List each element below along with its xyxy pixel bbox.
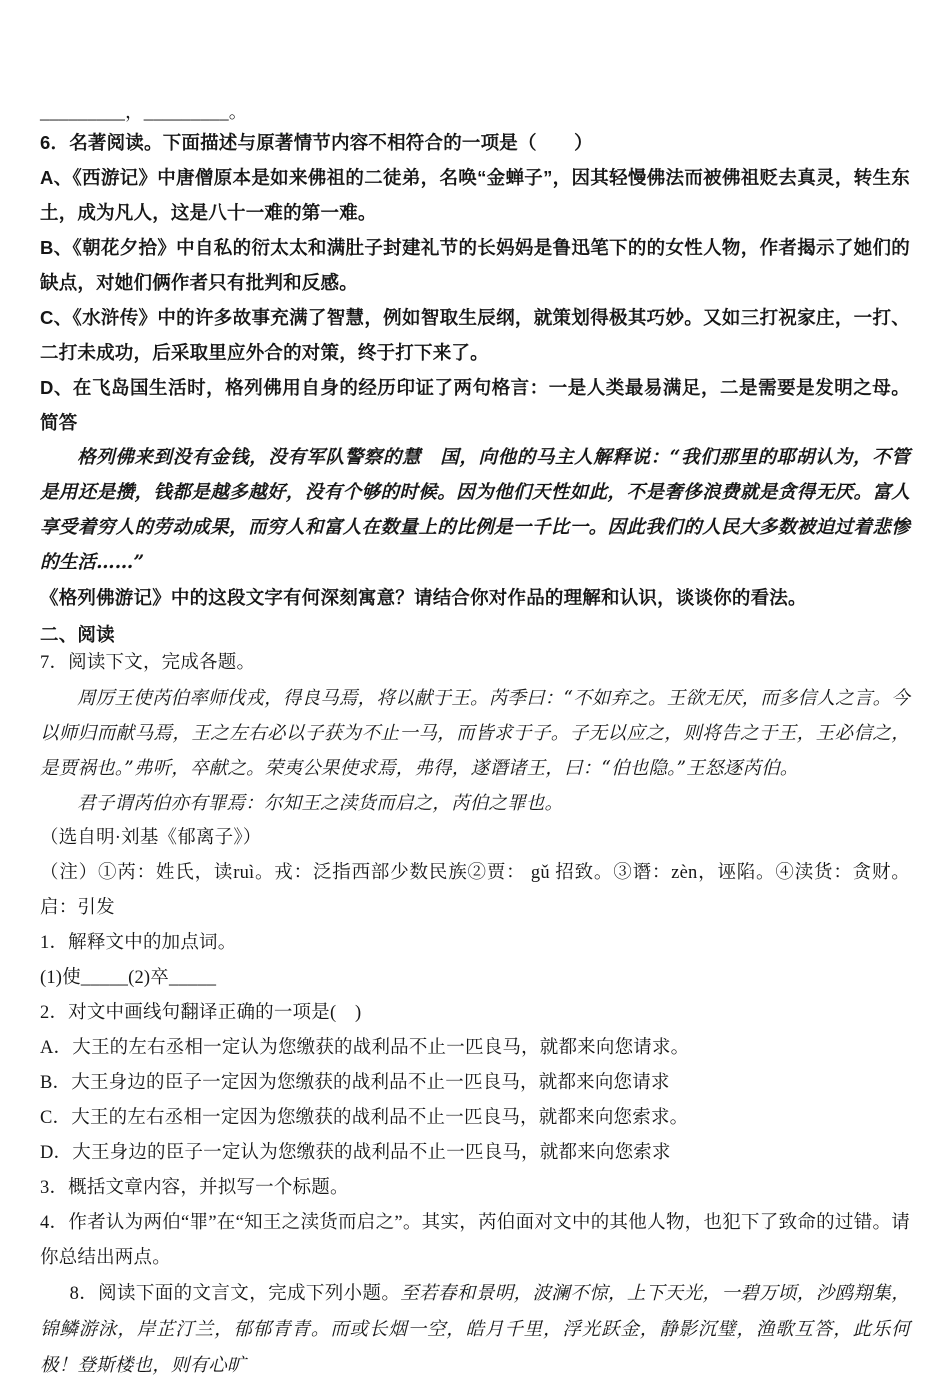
q7-sub1-blanks: (1)使_____(2)卒_____ [40,968,217,988]
q8-paragraph [40,1276,910,1384]
q7-sub4: 4．作者认为两伯“罪”在“知王之渎货而启之”。其实，芮伯面对文中的其他人物，也犯下了致命的过错。请你总结出两点。 [40,1213,910,1268]
q6-option-c: C、《水浒传》中的许多故事充满了智慧，例如智取生辰纲，就策划得极其巧妙。又如三打祝家庄，一打、二打未成功，后采取里应外合的对策，终于打下来了。 [40,307,910,363]
q6-option-d: D、在飞岛国生活时，格列佛用自身的经历印证了两句格言：一是人类最易满足，二是需要是发明之母。简答 [40,377,910,433]
q6-quote-passage: 格列佛来到没有金钱，没有军队警察的慧 国，向他的马主人解释说：“我们那里的耶胡认为，不管是用还是攒，钱都是越多越好，没有个够的时候。因为他们天性如此，不是奢侈浪费就是贪得无厌。富人享受着穷人的劳动成果，而穷人和富人在数量上的比例是一千比一。因此我们的人民大多数被迫过着悲惨的生活……” [40,447,910,573]
q8-passage: 至若春和景明，波澜不惊，上下天光，一碧万顷，沙鸥翔集，锦鳞游泳，岸芷汀兰，郁郁青青。而或长烟一空，皓月千里，浮光跃金，静影沉璧，渔歌互答，此乐何极！登斯楼也，则有心旷 [40,1283,910,1376]
q7-notes: （注）①芮：姓氏，读ruì。戎：泛指西部少数民族②贾： gǔ 招致。③谮：zèn，诬陷。④渎货：贪财。启：引发 [40,863,910,918]
q7-sub2-option-b: B．大王身边的臣子一定因为您缴获的战利品不止一匹良马，就都来向您请求 [40,1073,670,1093]
q6-question: 《格列佛游记》中的这段文字有何深刻寓意？请结合你对作品的理解和认识，谈谈你的看法。 [40,587,807,608]
q8-lead: 8．阅读下面的文言文，完成下列小题。 [69,1284,401,1304]
q6-stem: 6．名著阅读。下面描述与原著情节内容不相符合的一项是（ ） [40,132,593,153]
q7-sub2-option-a: A．大王的左右丞相一定认为您缴获的战利品不止一匹良马，就都来向您请求。 [40,1038,690,1058]
q7-sub3: 3．概括文章内容，并拟写一个标题。 [40,1178,349,1198]
q7-sub2: 2．对文中画线句翻译正确的一项是( ) [40,1003,362,1023]
section-heading-reading: 二、阅读 [40,624,115,645]
q7-passage-2: 君子谓芮伯亦有罪焉：尔知王之渎货而启之，芮伯之罪也。 [77,793,564,814]
q7-passage-1: 周厉王使芮伯率师伐戎，得良马焉，将以献于王。芮季曰：“不如弃之。王欲无厌，而多信人之言。今以师归而献马焉，王之左右必以子获为不止一马，而皆求于子。子无以应之，则将告之于王，王必信之，是贾祸也。”弗听，卒献之。荣夷公果使求焉，弗得，遂谮诸王，曰：“伯也隐。”王怒逐芮伯。 [40,688,910,779]
q7-source: （选自明·刘基《郁离子》） [40,828,262,848]
q6-option-a: A、《西游记》中唐僧原本是如来佛祖的二徒弟，名唤“金蝉子”，因其轻慢佛法而被佛祖贬去真灵，转生东土，成为凡人，这是八十一难的第一难。 [40,167,910,223]
fill-blank-line: _________，_________。 [40,103,248,123]
q7-sub2-option-d: D．大王身边的臣子一定认为您缴获的战利品不止一匹良马，就都来向您索求 [40,1143,671,1163]
q7-sub1: 1．解释文中的加点词。 [40,933,237,953]
q7-stem: 7．阅读下文，完成各题。 [40,653,256,673]
q7-sub2-option-c: C．大王的左右丞相一定因为您缴获的战利品不止一匹良马，就都来向您索求。 [40,1108,689,1128]
q6-option-b: B、《朝花夕拾》中自私的衍太太和满肚子封建礼节的长妈妈是鲁迅笔下的的女性人物，作者揭示了她们的缺点，对她们俩作者只有批判和反感。 [40,237,910,293]
